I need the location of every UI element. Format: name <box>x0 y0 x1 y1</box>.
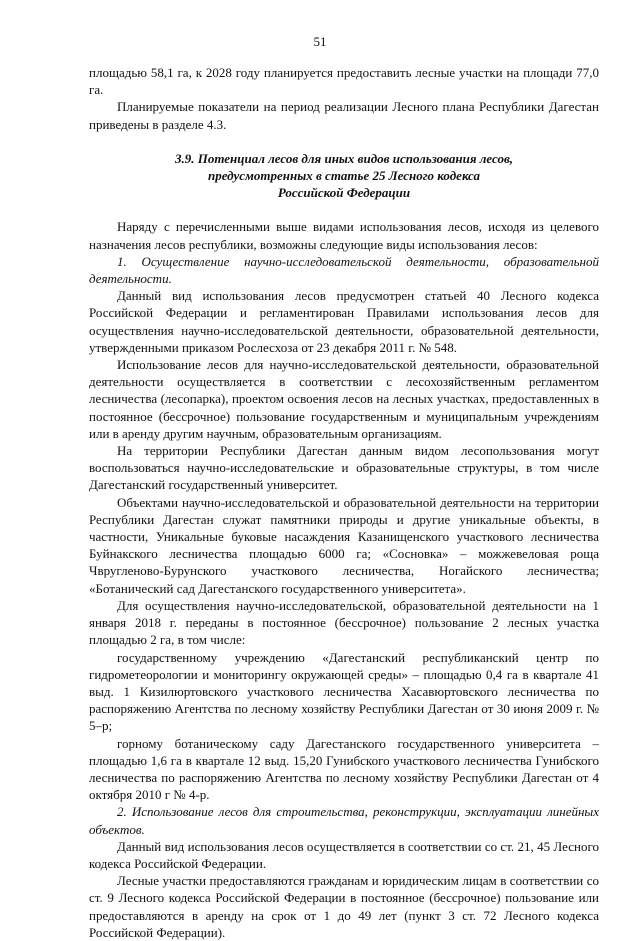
paragraph-article-40: Данный вид использования лесов предусмотрен статьей 40 Лесного кодекса Российской Федерации и регламентирован Правилами использования лесов для осуществления научно-исследовательской деятельности, образовательной деятельности, утвержденными приказом Рослесхоза от 23 декабря 2011 г. № 548. <box>89 288 599 355</box>
section-heading <box>89 150 599 202</box>
paragraph-regulation: Использование лесов для научно-исследовательской деятельности, образовательной деятельности осуществляется в соответствии с лесохозяйственным регламентом лесничества (лесопарка), проектом освоения лесов на лесных участках, предоставленных в постоянное (бессрочное) пользование государственным и муниципальным учреждениям или в аренду другим научным, образовательным организациям. <box>89 357 599 441</box>
section-heading-line-2: предусмотренных в статье 25 Лесного кодекса <box>208 168 480 184</box>
paragraph-botanical-garden: горному ботаническому саду Дагестанского государственного университета – площадью 1,6 га в квартале 12 выд. 15,20 Гунибского участкового лесничества Гунибского лесничества по распоряжению Агентства по лесному хозяйству Республики Дагестан от 4 октября 2010 г № 4-р. <box>89 735 599 803</box>
paragraph-objects: Объектами научно-исследовательской и образовательной деятельности на территории Республики Дагестан служат памятники природы и другие уникальные объекты, в частности, Уникальные буковые насаждения Казанищенского участкового лесничества Буйнакского лесничества площадью 6000 га; «Сосновка» – можжевеловая роща Чвругленово-Бурунского участкового лесничества, Ногайского лесничества; «Ботанический сад Дагестанского государственного университета». <box>89 494 599 596</box>
page-number: 51 <box>313 34 327 49</box>
document-body <box>89 64 599 941</box>
paragraph-transferred-plots: Для осуществления научно-исследовательской, образовательной деятельности на 1 января 2018 г. переданы в постоянное (бессрочное) пользование 2 лесных участка площадью 2 га, в том числе: <box>89 597 599 648</box>
paragraph-articles-21-45: Данный вид использования лесов осуществляется в соответствии со ст. 21, 45 Лесного кодекса Российской Федерации. <box>89 838 599 871</box>
paragraph-plan-indicators: Планируемые показатели на период реализации Лесного плана Республики Дагестан приведены в разделе 4.3. <box>89 99 599 132</box>
paragraph-intro: Наряду с перечисленными выше видами использования лесов, исходя из целевого назначения лесов республики, возможны следующие виды использования лесов: <box>89 219 599 252</box>
paragraph-continuation: площадью 58,1 га, к 2028 году планируется предоставить лесные участки на площади 77,0 га. <box>89 65 599 98</box>
section-heading-line-1: 3.9. Потенциал лесов для иных видов использования лесов, <box>174 150 514 166</box>
paragraph-hydromet-center: государственному учреждению «Дагестанский республиканский центр по гидрометеорологии и мониторингу окружающей среды» – площадью 0,4 га в квартале 41 выд. 1 Кизилюртовского участкового лесничества Хасавюртовского лесничества по распоряжению Агентства по лесному хозяйству Республики Дагестан от 30 июня 2009 г. № 5–р; <box>89 649 599 734</box>
subheading-linear-objects: 2. Использование лесов для строительства, реконструкции, эксплуатации линейных объектов. <box>89 804 599 837</box>
paragraph-lease-terms: Лесные участки предоставляются гражданам и юридическим лицам в соответствии со ст. 9 Лесного кодекса Российской Федерации в постоянное (бессрочное) пользование или предоставляются в аренду на срок от 1 до 49 лет (пункт 3 ст. 72 Лесного кодекса Российской Федерации). <box>89 873 599 940</box>
section-heading-line-3: Российской Федерации <box>277 185 411 201</box>
subheading-research-education: 1. Осуществление научно-исследовательской деятельности, образовательной деятельности. <box>89 253 599 287</box>
paragraph-university: На территории Республики Дагестан данным видом лесопользования могут воспользоваться научно-исследовательские и образовательные структуры, в том числе Дагестанский государственный университет. <box>89 443 599 493</box>
